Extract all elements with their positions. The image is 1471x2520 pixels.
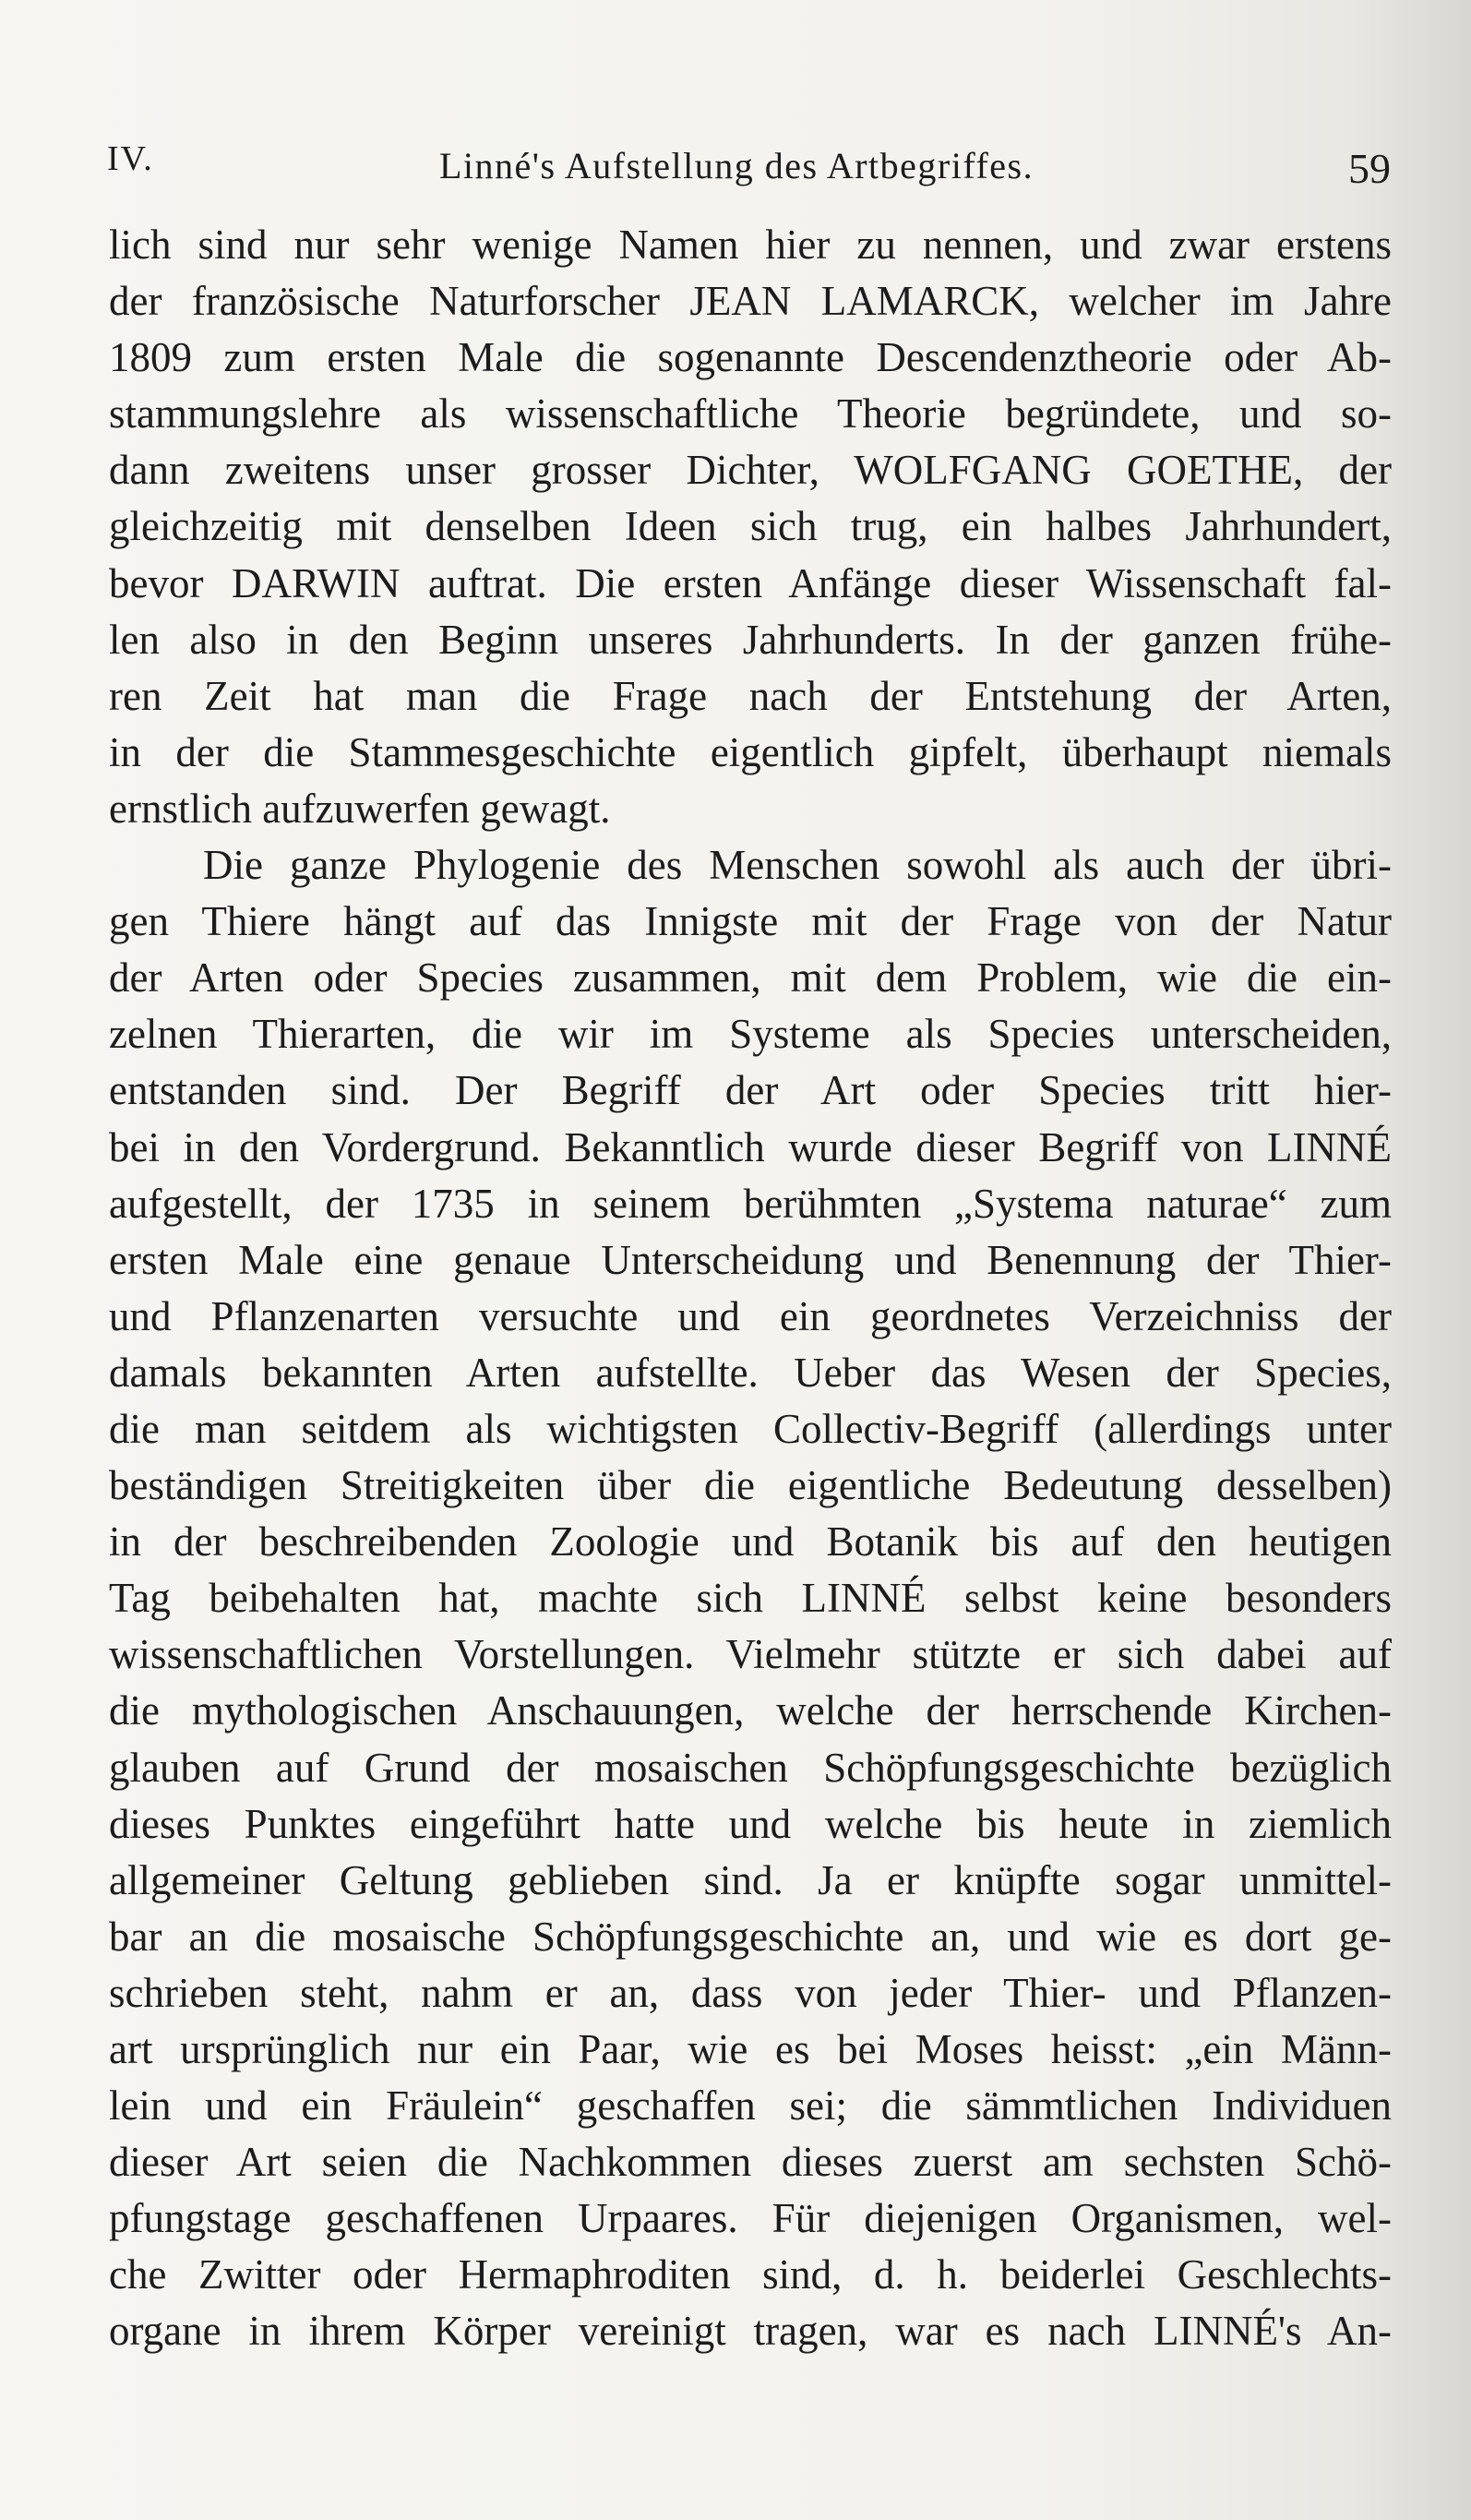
- running-title: Linné's Aufstellung des Artbegriffes.: [439, 145, 1034, 186]
- text-line: dann zweitens unser grosser Dichter, WOLFGANG GOETHE, der: [109, 447, 1392, 494]
- text-line: lein und ein Fräulein“ geschaffen sei; die sämmtlichen Individuen: [109, 2082, 1392, 2130]
- paragraph-first-line: Die ganze Phylogenie des Menschen sowohl als auch der übri-: [203, 842, 1392, 889]
- text-line: die mythologischen Anschauungen, welche der herrschende Kirchen-: [109, 1687, 1392, 1734]
- text-line: zelnen Thierarten, die wir im Systeme als Species unterscheiden,: [109, 1011, 1392, 1058]
- text-line: der Arten oder Species zusammen, mit dem Problem, wie die ein-: [109, 954, 1392, 1002]
- text-line: art ursprünglich nur ein Paar, wie es bei Moses heisst: „ein Männ-: [109, 2026, 1392, 2072]
- text-line: ren Zeit hat man die Frage nach der Entstehung der Arten,: [109, 672, 1392, 719]
- text-line: ersten Male eine genaue Unterscheidung und Benennung der Thier-: [109, 1236, 1392, 1283]
- text-line: der französische Naturforscher JEAN LAMARCK, welcher im Jahre: [109, 278, 1392, 325]
- text-line: schrieben steht, nahm er an, dass von jeder Thier- und Pflanzen-: [109, 1969, 1392, 2016]
- text-line: organe in ihrem Körper vereinigt tragen, war es nach LINNÉ's An-: [109, 2308, 1392, 2355]
- chapter-number: IV.: [107, 139, 154, 178]
- text-line: bevor DARWIN auftrat. Die ersten Anfänge dieser Wissenschaft fal-: [109, 559, 1392, 606]
- text-line: stammungslehre als wissenschaftliche Theorie begründete, und so-: [109, 390, 1392, 438]
- running-header: [107, 138, 1399, 194]
- text-line: bei in den Vordergrund. Bekanntlich wurde dieser Begriff von LINNÉ: [109, 1123, 1392, 1170]
- text-line: che Zwitter oder Hermaphroditen sind, d. h. beiderlei Geschlechts-: [109, 2251, 1392, 2298]
- text-line: wissenschaftlichen Vorstellungen. Vielmehr stützte er sich dabei auf: [109, 1631, 1392, 1678]
- text-line: bar an die mosaische Schöpfungsgeschichte an, und wie es dort ge-: [109, 1913, 1392, 1960]
- text-line: gleichzeitig mit denselben Ideen sich trug, ein halbes Jahrhundert,: [109, 503, 1392, 550]
- text-line: in der beschreibenden Zoologie und Botanik bis auf den heutigen: [109, 1518, 1392, 1566]
- text-line: in der die Stammesgeschichte eigentlich gipfelt, überhaupt niemals: [109, 728, 1392, 775]
- text-line: die man seitdem als wichtigsten Collectiv-Begriff (allerdings unter: [109, 1405, 1392, 1452]
- text-line: glauben auf Grund der mosaischen Schöpfungsgeschichte bezüglich: [109, 1744, 1392, 1791]
- text-line: aufgestellt, der 1735 in seinem berühmten „Systema naturae“ zum: [109, 1180, 1392, 1227]
- text-line: len also in den Beginn unseres Jahrhunderts. In der ganzen frühe-: [109, 616, 1392, 663]
- text-line: und Pflanzenarten versuchte und ein geordnetes Verzeichniss der: [109, 1292, 1392, 1339]
- text-line: dieser Art seien die Nachkommen dieses zuerst am sechsten Schö-: [109, 2139, 1392, 2186]
- text-line: gen Thiere hängt auf das Innigste mit der Frage von der Natur: [109, 898, 1392, 945]
- text-line: Tag beibehalten hat, machte sich LINNÉ selbst keine besonders: [109, 1575, 1392, 1622]
- text-line: pfungstage geschaffenen Urpaares. Für diejenigen Organismen, wel-: [109, 2195, 1392, 2242]
- text-line: 1809 zum ersten Male die sogenannte Descendenztheorie oder Ab-: [109, 334, 1392, 381]
- text-line: entstanden sind. Der Begriff der Art oder Species tritt hier-: [109, 1067, 1392, 1114]
- text-line: beständigen Streitigkeiten über die eigentliche Bedeutung desselben): [109, 1462, 1392, 1509]
- text-line: lich sind nur sehr wenige Namen hier zu nennen, und zwar erstens: [109, 222, 1392, 268]
- text-line: ernstlich aufzuwerfen gewagt.: [109, 785, 611, 832]
- page-number: 59: [1348, 145, 1391, 192]
- text-line: allgemeiner Geltung geblieben sind. Ja er knüpfte sogar unmittel-: [109, 1856, 1392, 1903]
- body-text: [109, 217, 1392, 2360]
- text-line: damals bekannten Arten aufstellte. Ueber das Wesen der Species,: [109, 1349, 1392, 1396]
- text-line: dieses Punktes eingeführt hatte und welche bis heute in ziemlich: [109, 1800, 1392, 1847]
